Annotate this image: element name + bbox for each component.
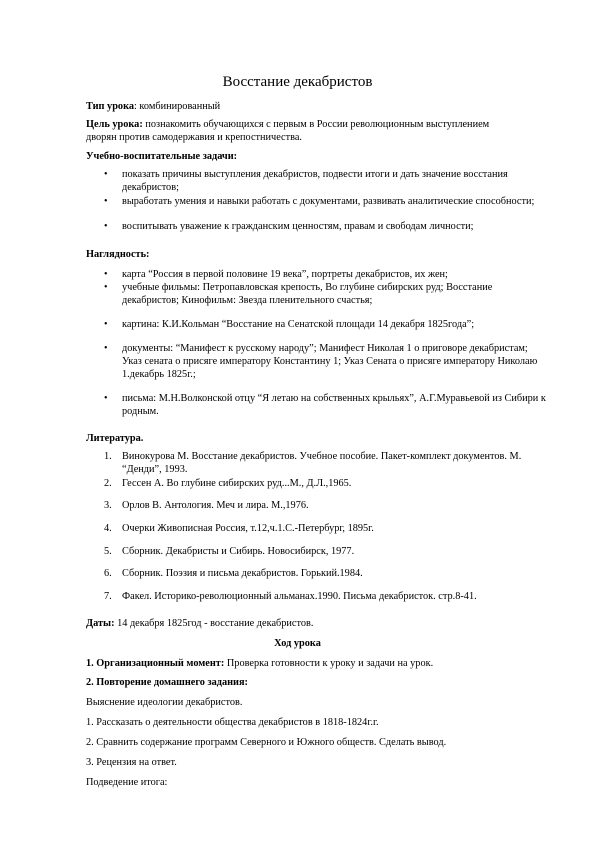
visual-item: учебные фильмы: Петропавловская крепость, Во глубине сибирских руд; Восстание bbox=[122, 282, 493, 293]
lesson-goal-label: Цель урока: bbox=[86, 119, 143, 130]
visuals-heading: Наглядность: bbox=[86, 249, 150, 260]
lesson-type-value: : комбинированный bbox=[134, 101, 221, 112]
literature-item: “Денди”, 1993. bbox=[122, 464, 188, 475]
literature-item: Орлов В. Антология. Меч и лира. М.,1976. bbox=[122, 500, 309, 511]
org-moment-value: Проверка готовности к уроку и задачи на урок. bbox=[224, 658, 434, 669]
visual-item: родным. bbox=[122, 406, 159, 417]
literature-item: Сборник. Поэзия и письма декабристов. Горький.1984. bbox=[122, 568, 363, 579]
visual-item: декабристов; Кинофильм: Звезда пленительного счастья; bbox=[122, 295, 373, 306]
bullet-icon: • bbox=[104, 319, 108, 330]
org-moment bbox=[86, 657, 433, 671]
task-item: выработать умения и навыки работать с документами, развивать аналитические способности; bbox=[122, 196, 535, 207]
literature-number: 7. bbox=[104, 591, 112, 602]
review-line: Подведение итога: bbox=[86, 777, 168, 788]
lesson-flow-heading: Ход урока bbox=[274, 638, 321, 649]
visual-item: Указ сената о присяге императору Константину 1; Указ Сената о присяге императору Николаю bbox=[122, 356, 538, 367]
review-line: 3. Рецензия на ответ. bbox=[86, 757, 177, 768]
literature-number: 2. bbox=[104, 478, 112, 489]
literature-item: Винокурова М. Восстание декабристов. Учебное пособие. Пакет-комплект документов. М. bbox=[122, 451, 522, 462]
lesson-type-label: Тип урока bbox=[86, 101, 134, 112]
lesson-type bbox=[86, 100, 220, 114]
literature-item: Очерки Живописная Россия, т.12,ч.1.С.-Петербург, 1895г. bbox=[122, 523, 374, 534]
task-item: воспитывать уважение к гражданским ценностям, правам и свободам личности; bbox=[122, 221, 474, 232]
lesson-goal bbox=[86, 118, 489, 132]
review-line: Выяснение идеологии декабристов. bbox=[86, 697, 243, 708]
literature-item: Сборник. Декабристы и Сибирь. Новосибирск, 1977. bbox=[122, 546, 355, 557]
dates-label: Даты: bbox=[86, 618, 115, 629]
literature-item: Факел. Историко-революционный альманах.1990. Письма декабристок. стр.8-41. bbox=[122, 591, 477, 602]
bullet-icon: • bbox=[104, 282, 108, 293]
bullet-icon: • bbox=[104, 169, 108, 180]
literature-number: 1. bbox=[104, 451, 112, 462]
dates bbox=[86, 617, 313, 631]
bullet-icon: • bbox=[104, 269, 108, 280]
bullet-icon: • bbox=[104, 196, 108, 207]
bullet-icon: • bbox=[104, 393, 108, 404]
literature-item: Гессен А. Во глубине сибирских руд...М., Д.Л.,1965. bbox=[122, 478, 352, 489]
review-line: 1. Рассказать о деятельности общества декабристов в 1818-1824г.г. bbox=[86, 717, 379, 728]
bullet-icon: • bbox=[104, 343, 108, 354]
visual-item: карта “Россия в первой половине 19 века”, портреты декабристов, их жен; bbox=[122, 269, 448, 280]
task-item: показать причины выступления декабристов, подвести итоги и дать значение восстания bbox=[122, 169, 508, 180]
literature-heading: Литература. bbox=[86, 433, 144, 444]
literature-number: 5. bbox=[104, 546, 112, 557]
task-item: декабристов; bbox=[122, 182, 179, 193]
visual-item: письма: М.Н.Волконской отцу “Я летаю на собственных крыльях”, А.Г.Муравьевой из Сибири к bbox=[122, 393, 546, 404]
visual-item: 1.декабрь 1825г.; bbox=[122, 369, 196, 380]
dates-value: 14 декабря 1825год - восстание декабристов. bbox=[114, 618, 314, 629]
tasks-heading: Учебно-воспитательные задачи: bbox=[86, 151, 238, 162]
org-moment-label: 1. Организационный момент: bbox=[86, 658, 225, 669]
review-heading: 2. Повторение домашнего задания: bbox=[86, 677, 248, 688]
page-title: Восстание декабристов bbox=[222, 74, 373, 90]
bullet-icon: • bbox=[104, 221, 108, 232]
visual-item: картина: К.И.Кольман “Восстание на Сенатской площади 14 декабря 1825года”; bbox=[122, 319, 475, 330]
visual-item: документы: “Манифест к русскому народу”; Манифест Николая 1 о приговоре декабристам; bbox=[122, 343, 528, 354]
review-line: 2. Сравнить содержание программ Северного и Южного обществ. Сделать вывод. bbox=[86, 737, 447, 748]
literature-number: 3. bbox=[104, 500, 112, 511]
literature-number: 4. bbox=[104, 523, 112, 534]
literature-number: 6. bbox=[104, 568, 112, 579]
lesson-goal-line: познакомить обучающихся с первым в России революционным выступлением bbox=[142, 119, 490, 130]
lesson-goal-line: дворян против самодержавия и крепостничества. bbox=[86, 132, 302, 143]
